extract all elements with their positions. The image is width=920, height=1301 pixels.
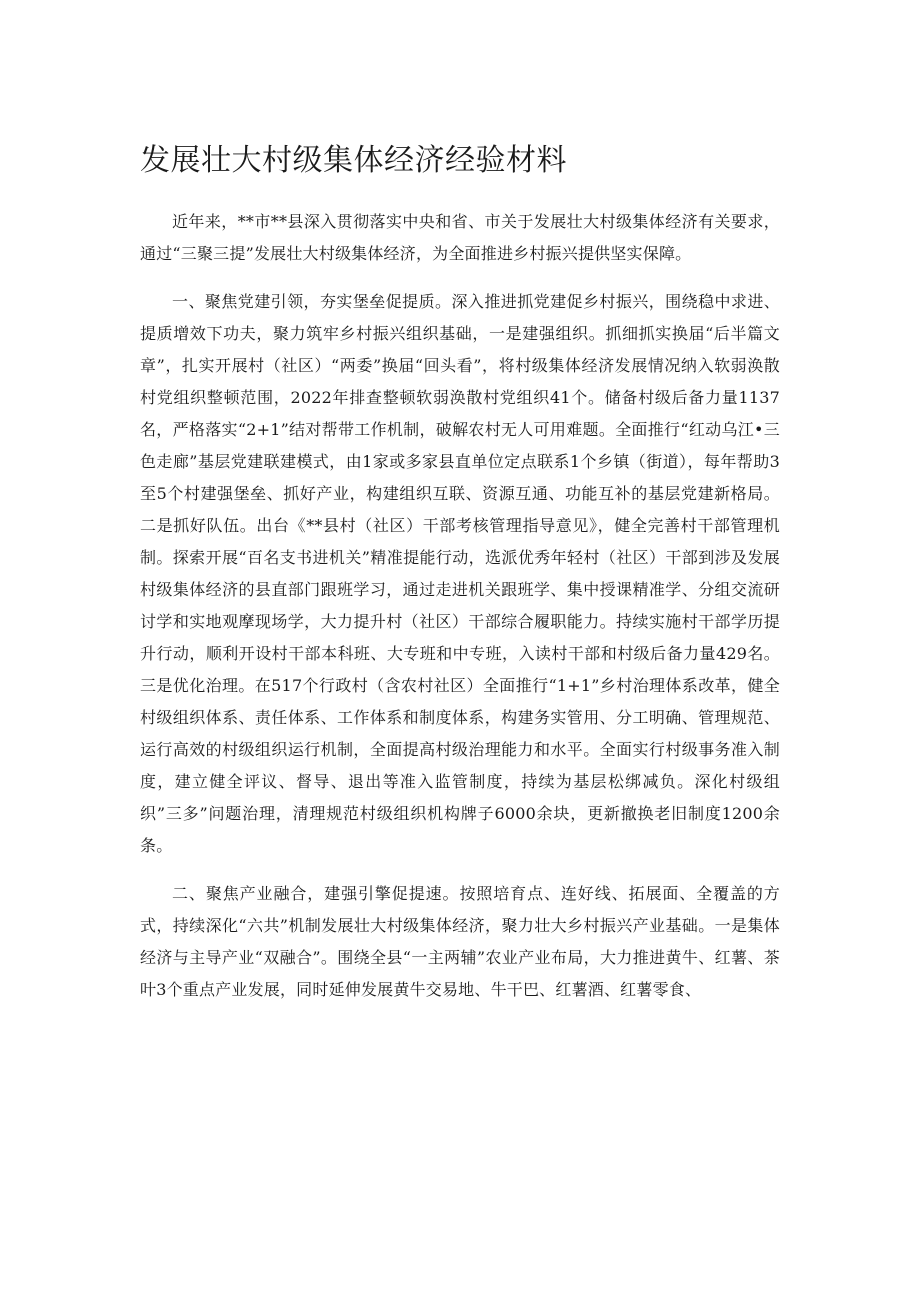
- document-title: 发展壮大村级集体经济经验材料: [140, 143, 567, 178]
- section-two-paragraph: 二、聚焦产业融合，建强引擎促提速。按照培育点、连好线、拓展面、全覆盖的方式，持续深化“六共”机制发展壮大村级集体经济，聚力壮大乡村振兴产业基础。一是集体经济与主导产业“双融合”。围绕全县“一主两辅”农业产业布局，大力推进黄牛、红薯、茶叶3个重点产业发展，同时延伸发展黄牛交易地、牛干巴、红薯酒、红薯零食、: [140, 884, 780, 999]
- document-page: [140, 140, 780, 1014]
- intro-paragraph: 近年来，**市**县深入贯彻落实中央和省、市关于发展壮大村级集体经济有关要求，通过“三聚三提”发展壮大村级集体经济，为全面推进乡村振兴提供坚实保障。: [140, 212, 780, 263]
- section-one-paragraph: 一、聚焦党建引领，夯实堡垒促提质。深入推进抓党建促乡村振兴，围绕稳中求进、提质增效下功夫，聚力筑牢乡村振兴组织基础，一是建强组织。抓细抓实换届“后半篇文章”，扎实开展村（社区）“两委”换届“回头看”，将村级集体经济发展情况纳入软弱涣散村党组织整顿范围，2022年排查整顿软弱涣散村党组织41个。储备村级后备力量1137名，严格落实“2+1”结对帮带工作机制，破解农村无人可用难题。全面推行“红动乌江•三色走廊”基层党建联建模式，由1家或多家县直单位定点联系1个乡镇（街道），每年帮助3至5个村建强堡垒、抓好产业，构建组织互联、资源互通、功能互补的基层党建新格局。二是抓好队伍。出台《**县村（社区）干部考核管理指导意见》，健全完善村干部管理机制。探索开展“百名支书进机关”精准提能行动，选派优秀年轻村（社区）干部到涉及发展村级集体经济的县直部门跟班学习，通过走进机关跟班学、集中授课精准学、分组交流研讨学和实地观摩现场学，大力提升村（社区）干部综合履职能力。持续实施村干部学历提升行动，顺利开设村干部本科班、大专班和中专班，入读村干部和村级后备力量429名。三是优化治理。在517个行政村（含农村社区）全面推行“1+1”乡村治理体系改革，健全村级组织体系、责任体系、工作体系和制度体系，构建务实管用、分工明确、管理规范、运行高效的村级组织运行机制，全面提高村级治理能力和水平。全面实行村级事务准入制度，建立健全评议、督导、退出等准入监管制度，持续为基层松绑减负。深化村级组织”三多”问题治理，清理规范村级组织机构牌子6000余块，更新撤换老旧制度1200余条。: [140, 292, 780, 855]
